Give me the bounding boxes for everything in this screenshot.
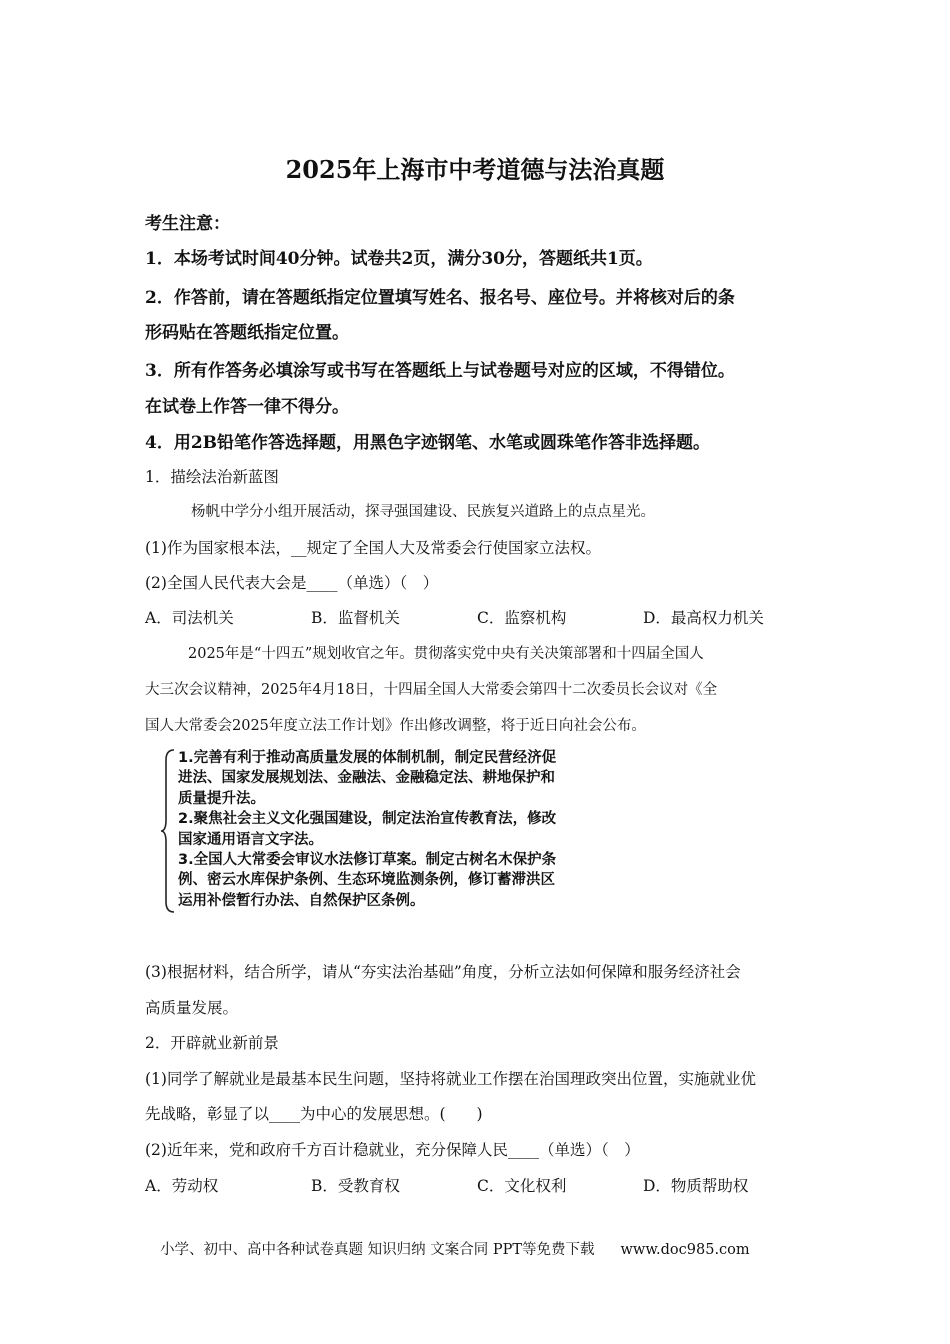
box-line: 例、密云水库保护条例、生态环境监测条例，修订蓄滞洪区: [178, 872, 555, 889]
notice-item-2-cont: 形码贴在答题纸指定位置。: [145, 323, 349, 343]
q1-option-a[interactable]: A．司法机关: [145, 609, 234, 627]
q1-option-d[interactable]: D．最高权力机关: [643, 609, 764, 627]
q2-sub1-line1: (1)同学了解就业是最基本民生问题，坚持将就业工作摆在治国理政突出位置，实施就业优: [145, 1070, 756, 1088]
q2-option-b[interactable]: B．受教育权: [311, 1177, 400, 1195]
legislation-plan-box: [160, 748, 640, 916]
footer-url-link[interactable]: www.doc985.com: [620, 1242, 750, 1258]
q2-option-d[interactable]: D．物质帮助权: [643, 1177, 749, 1195]
notice-item-1: 1．本场考试时间40分钟。试卷共2页，满分30分，答题纸共1页。: [145, 249, 653, 269]
box-line: 质量提升法。: [178, 790, 265, 807]
box-line: 1.完善有利于推动高质量发展的体制机制，制定民营经济促: [178, 750, 557, 766]
q1-options: [145, 606, 809, 628]
q1-sub3-line2: 高质量发展。: [145, 999, 239, 1017]
footer-text: 小学、初中、高中各种试卷真题 知识归纳 文案合同 PPT等免费下载: [160, 1242, 595, 1258]
box-line: 国家通用语言文字法。: [178, 831, 323, 848]
q1-intro: 杨帆中学分小组开展活动，探寻强国建设、民族复兴道路上的点点星光。: [191, 504, 655, 520]
q2-sub2: (2)近年来，党和政府千方百计稳就业，充分保障人民____（单选）（ ）: [145, 1141, 640, 1159]
q1-option-b[interactable]: B．监督机关: [311, 609, 400, 627]
q2-heading: 2．开辟就业新前景: [145, 1034, 279, 1052]
notice-item-2: 2．作答前，请在答题纸指定位置填写姓名、报名号、座位号。并将核对后的条: [145, 288, 735, 308]
box-line: 运用补偿暂行办法、自然保护区条例。: [178, 892, 425, 909]
box-line: 2.聚焦社会主义文化强国建设，制定法治宣传教育法，修改: [178, 811, 557, 828]
page-title: 2025年上海市中考道德与法治真题: [285, 155, 665, 184]
q2-option-a[interactable]: A．劳动权: [145, 1177, 219, 1195]
notice-heading: 考生注意：: [145, 214, 230, 234]
box-line: 3.全国人大常委会审议水法修订草案。制定古树名木保护条: [178, 852, 557, 869]
q2-option-c[interactable]: C．文化权利: [477, 1177, 567, 1195]
q1-heading: 1．描绘法治新蓝图: [145, 468, 279, 486]
q1-sub3-line1: (3)根据材料，结合所学，请从“夯实法治基础”角度，分析立法如何保障和服务经济社会: [145, 963, 741, 981]
notice-item-4: 4．用2B铅笔作答选择题，用黑色字迹钢笔、水笔或圆珠笔作答非选择题。: [145, 433, 711, 453]
q1-material-line3: 国人大常委会2025年度立法工作计划》作出修改调整，将于近日向社会公布。: [145, 718, 646, 734]
legislation-plan-text: [178, 748, 556, 911]
q1-material-line1: 2025年是“十四五”规划收官之年。贯彻落实党中央有关决策部署和十四届全国人: [188, 646, 704, 662]
box-line: 进法、国家发展规划法、金融法、金融稳定法、耕地保护和: [178, 770, 555, 787]
q1-sub1: (1)作为国家根本法，__规定了全国人大及常委会行使国家立法权。: [145, 539, 601, 557]
q1-sub2: (2)全国人民代表大会是____（单选）（ ）: [145, 574, 439, 592]
notice-item-3-cont: 在试卷上作答一律不得分。: [145, 397, 349, 417]
curly-brace-icon: [160, 748, 176, 914]
q1-option-c[interactable]: C．监察机构: [477, 609, 567, 627]
q2-sub1-line2: 先战略，彰显了以____为中心的发展思想。( ): [145, 1105, 483, 1123]
q2-options: [145, 1174, 809, 1196]
notice-item-3: 3．所有作答务必填涂写或书写在答题纸上与试卷题号对应的区域，不得错位。: [145, 361, 735, 381]
q1-material-line2: 大三次会议精神，2025年4月18日，十四届全国人大常委会第四十二次委员长会议对《全: [145, 682, 718, 698]
page-footer: [160, 1238, 750, 1259]
